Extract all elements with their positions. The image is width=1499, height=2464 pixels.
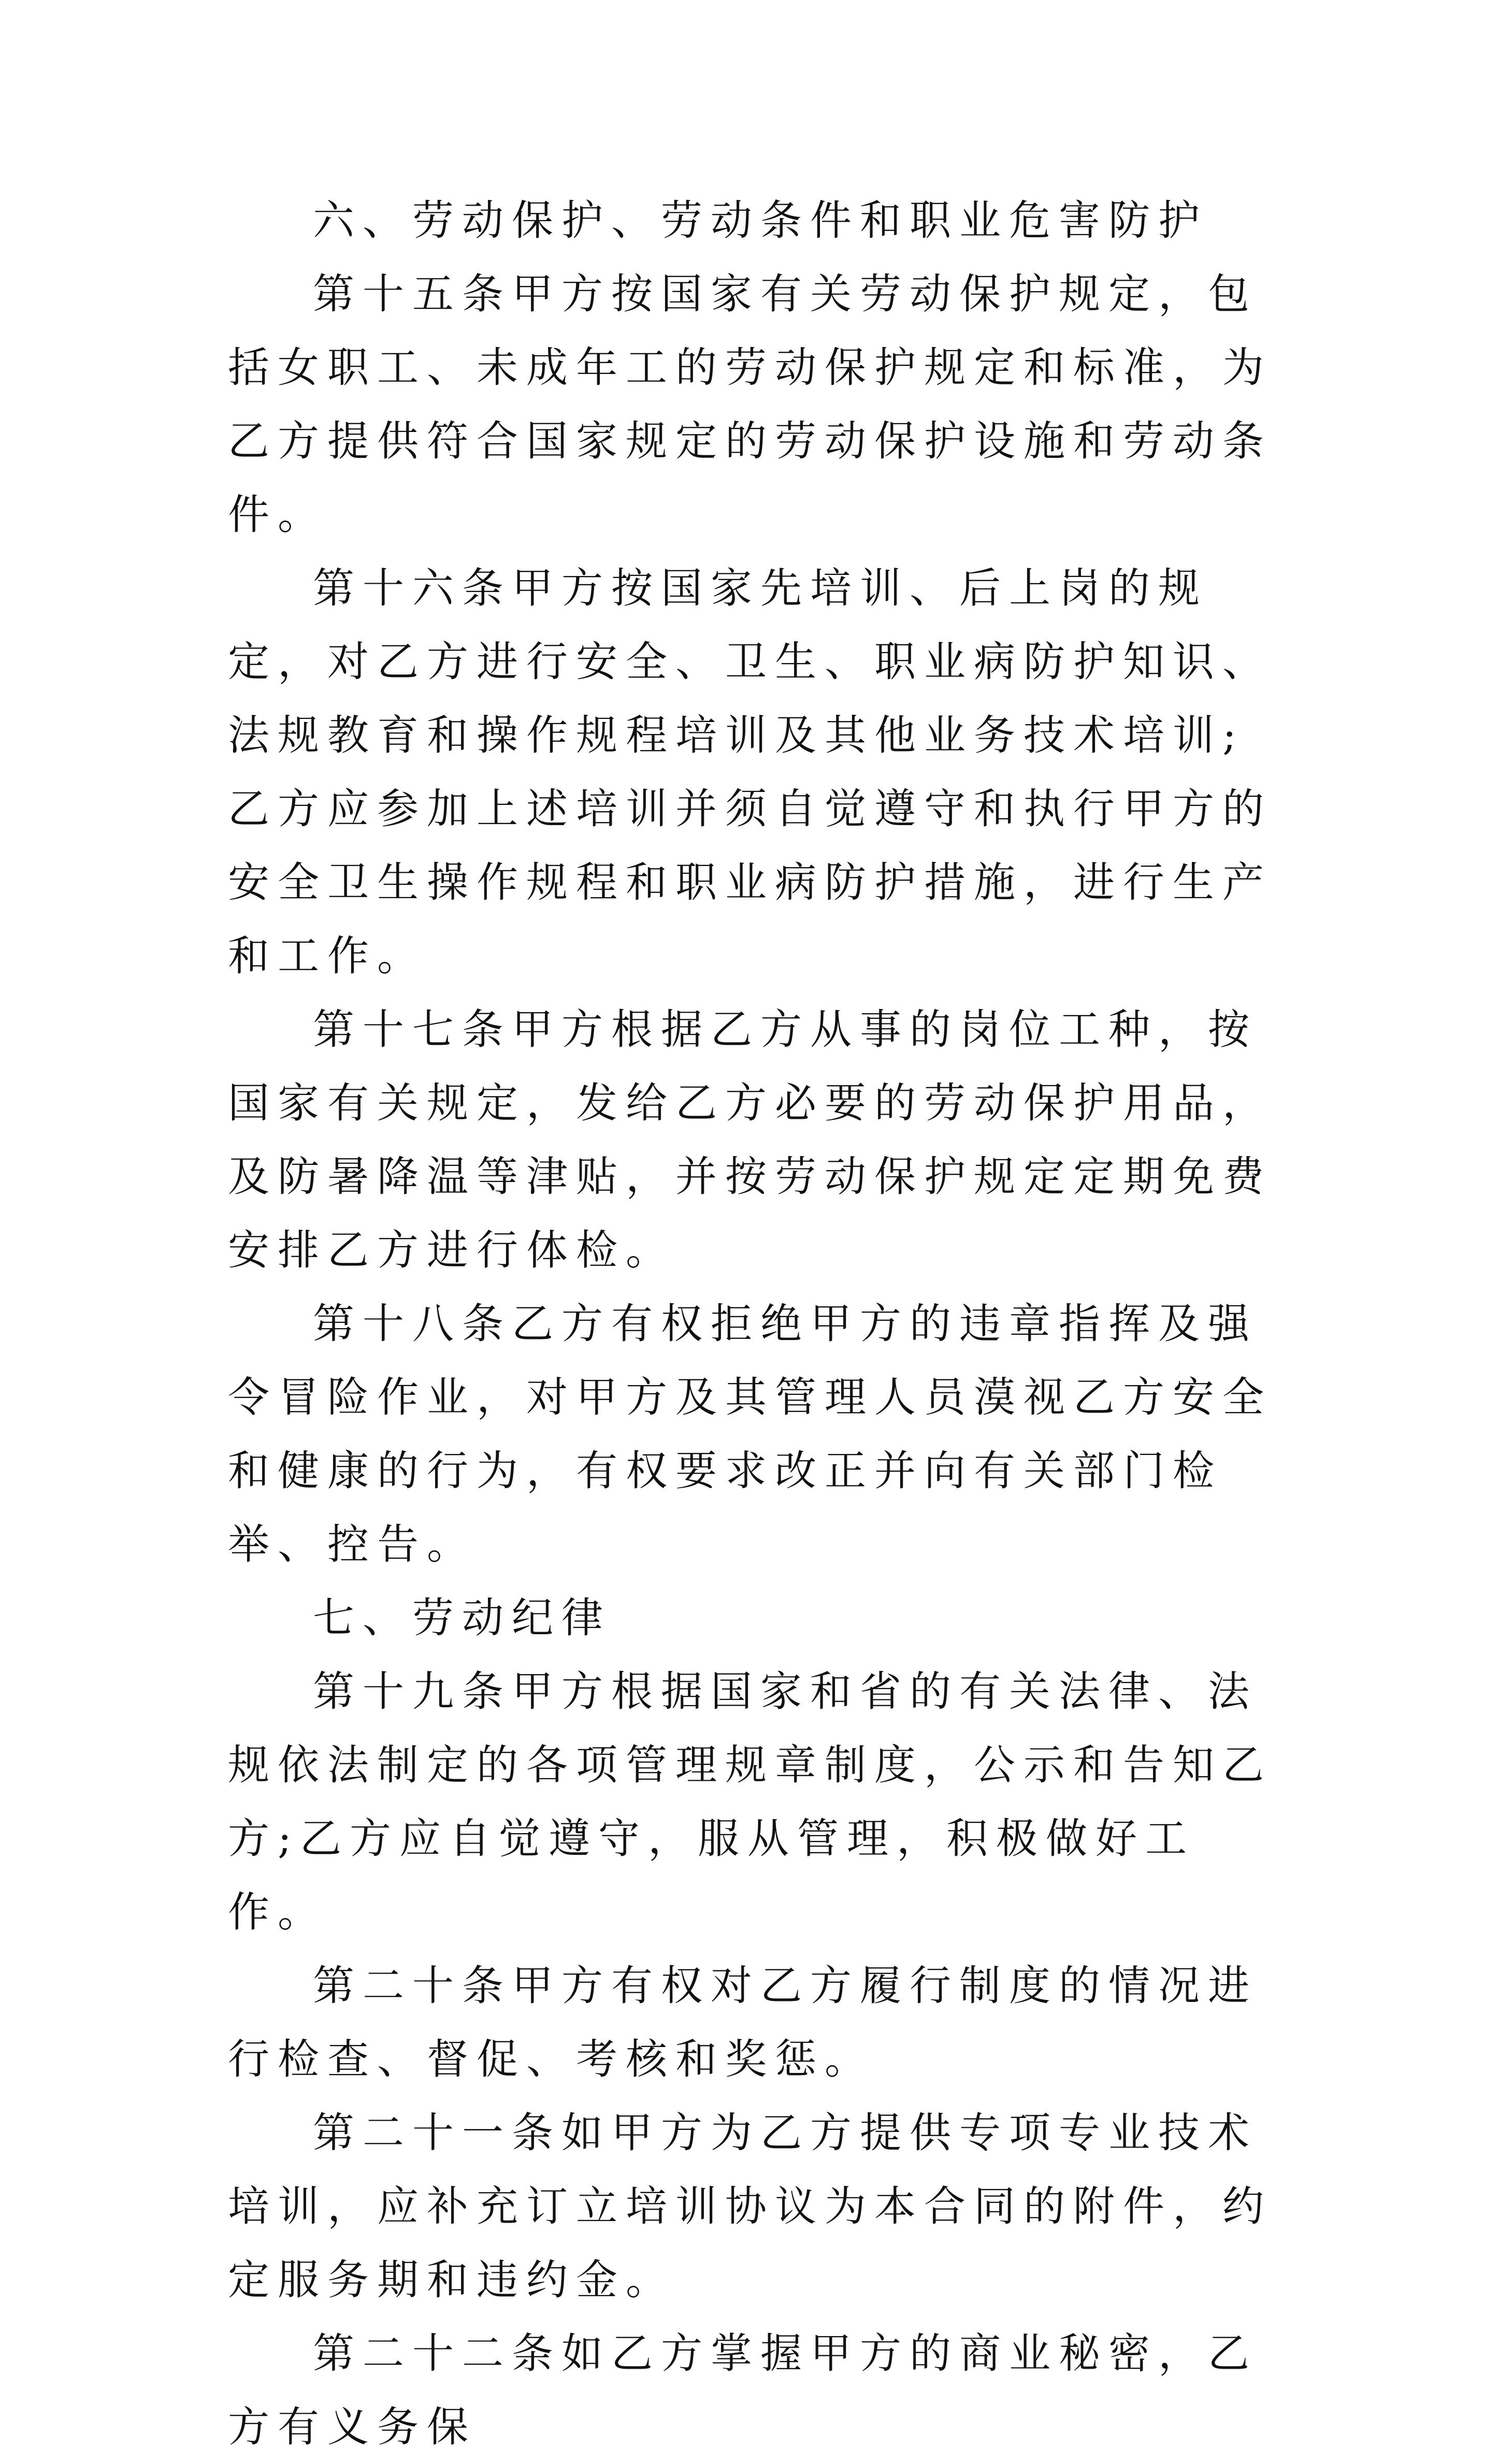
- article-20: 第二十条甲方有权对乙方履行制度的情况进行检查、督促、考核和奖惩。: [228, 1962, 1258, 2083]
- article-22: 第二十二条如乙方掌握甲方的商业秘密，乙方有义务保: [228, 2329, 1258, 2451]
- section-heading-6: 六、劳动保护、劳动条件和职业危害防护: [313, 196, 1208, 244]
- article-21: 第二十一条如甲方为乙方提供专项专业技术培训，应补充订立培训协议为本合同的附件，约定服务期和违约金。: [228, 2109, 1272, 2304]
- article-16: 第十六条甲方按国家先培训、后上岗的规定，对乙方进行安全、卫生、职业病防护知识、法规教育和操作规程培训及其他业务技术培训;乙方应参加上述培训并须自觉遵守和执行甲方的安全卫生操作规程和职业病防护措施，进行生产和工作。: [228, 564, 1272, 980]
- article-17: 第十七条甲方根据乙方从事的岗位工种，按国家有关规定，发给乙方必要的劳动保护用品，及防暑降温等津贴，并按劳动保护规定定期免费安排乙方进行体检。: [228, 1005, 1272, 1274]
- section-heading-7: 七、劳动纪律: [313, 1594, 611, 1642]
- document-body: [228, 184, 1279, 2464]
- article-18: 第十八条乙方有权拒绝甲方的违章指挥及强令冒险作业，对甲方及其管理人员漠视乙方安全和健康的行为，有权要求改正并向有关部门检举、控告。: [228, 1300, 1272, 1568]
- article-19: 第十九条甲方根据国家和省的有关法律、法规依法制定的各项管理规章制度，公示和告知乙方;乙方应自觉遵守，服从管理，积极做好工作。: [228, 1667, 1272, 1936]
- article-15: 第十五条甲方按国家有关劳动保护规定，包括女职工、未成年工的劳动保护规定和标准，为乙方提供符合国家规定的劳动保护设施和劳动条件。: [228, 270, 1272, 539]
